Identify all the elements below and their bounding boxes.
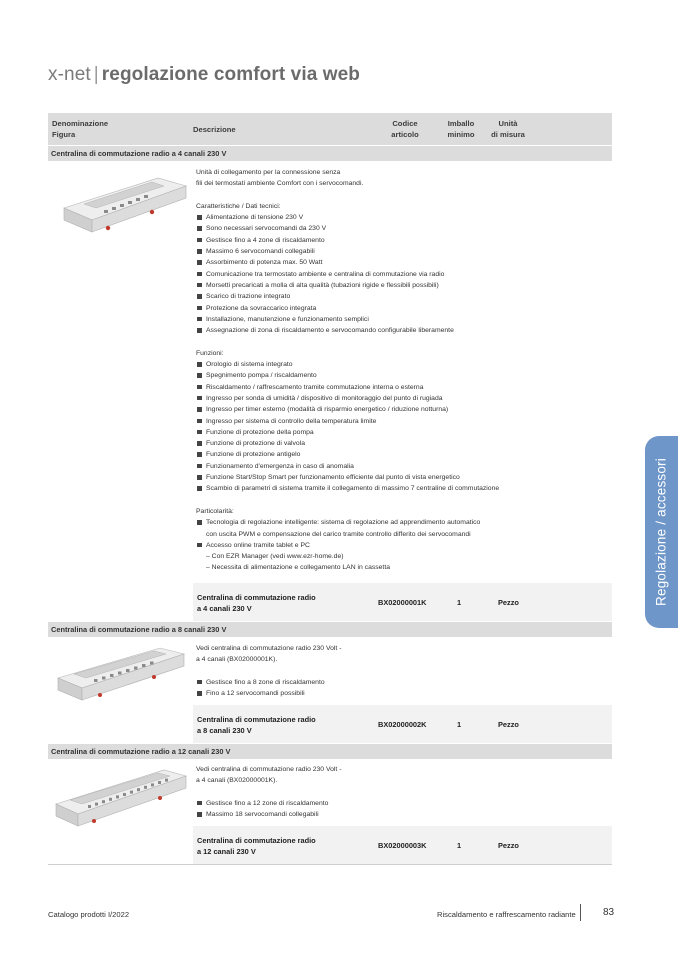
header-col-code: Codice articolo xyxy=(391,119,419,139)
list-item: Ingresso per sistema di controllo della temperatura limite xyxy=(196,416,499,427)
product-description: Vedi centralina di commutazione radio 230 Volt - a 4 canali (BX02000001K). Gestisce fino a 8 zone di riscaldamento Fino a 12 servocomandi possibili xyxy=(196,643,341,699)
list-item: Morsetti precaricati a molla di alta qualità (tubazioni rigide e flessibili possibili) xyxy=(196,280,499,291)
minimum-pack: 1 xyxy=(457,720,462,729)
section-title: Centralina di commutazione radio a 12 canali 230 V xyxy=(48,744,612,759)
list-item: Tecnologia di regolazione intelligente: sistema di regolazione ad apprendimento automatico xyxy=(196,517,499,528)
list-item: Gestisce fino a 8 zone di riscaldamento xyxy=(196,677,341,688)
list-item: Scambio di parametri di sistema tramite il collegamento di massimo 7 centraline di commutazione xyxy=(196,483,499,494)
product-image xyxy=(60,170,190,240)
side-tab-label: Regolazione / accessori xyxy=(653,458,669,606)
list-item: Installazione, manutenzione e funzionamento semplici xyxy=(196,314,499,325)
unit-of-measure: Pezzo xyxy=(498,841,519,850)
header-col-pack: Imballo minimo xyxy=(447,119,475,139)
list-item: Riscaldamento / raffrescamento tramite commutazione interna o esterna xyxy=(196,382,499,393)
brand-name: x-net xyxy=(48,64,91,85)
product-name: Centralina di commutazione radio a 12 canali 230 V xyxy=(197,836,316,856)
header-col-unit: Unità di misura xyxy=(491,119,525,139)
list-item: Spegnimento pompa / riscaldamento xyxy=(196,370,499,381)
page-number: 83 xyxy=(603,907,615,918)
side-tab[interactable] xyxy=(645,436,678,628)
article-code: BX02000003K xyxy=(378,841,427,850)
list-item: Alimentazione di tensione 230 V xyxy=(196,212,499,223)
list-item: Gestisce fino a 4 zone di riscaldamento xyxy=(196,235,499,246)
list-item: Assegnazione di zona di riscaldamento e servocomando configurabile liberamente xyxy=(196,325,499,336)
product-image xyxy=(52,764,190,834)
unit-of-measure: Pezzo xyxy=(498,720,519,729)
list-item: Funzione Start/Stop Smart per funzionamento efficiente dal punto di vista energetico xyxy=(196,472,499,483)
section-title: Centralina di commutazione radio a 8 canali 230 V xyxy=(48,622,612,637)
unit-of-measure: Pezzo xyxy=(498,598,519,607)
list-item: Funzionamento d'emergenza in caso di anomalia xyxy=(196,461,499,472)
list-item: Massimo 6 servocomandi collegabili xyxy=(196,246,499,257)
list-item: Fino a 12 servocomandi possibili xyxy=(196,688,341,699)
list-item: Funzione di protezione di valvola xyxy=(196,438,499,449)
list-item: Funzione di protezione della pompa xyxy=(196,427,499,438)
list-item: Orologio di sistema integrato xyxy=(196,359,499,370)
article-code: BX02000002K xyxy=(378,720,427,729)
product-row xyxy=(193,826,612,864)
product-row xyxy=(193,705,612,743)
footer-section: Riscaldamento e raffrescamento radiante xyxy=(437,910,576,919)
list-item: Scarico di trazione integrato xyxy=(196,291,499,302)
list-item: Ingresso per sonda di umidità / dispositivo di monitoraggio del punto di rugiada xyxy=(196,393,499,404)
product-name: Centralina di commutazione radio a 4 canali 230 V xyxy=(197,593,316,613)
product-row xyxy=(193,583,612,621)
product-description: Unità di collegamento per la connessione senza fili dei termostati ambiente Comfort con i servocomandi. Caratteristiche / Dati tecnici: Alimentazione di tensione 230 V Sono necessari servocomandi da 230 V Gestisce fino a 4 zone di riscaldamento Massimo 6 servocomandi collegabili Assorbimento di potenza max. 50 Watt Comunicazione tra termostato ambiente e centralina di commutazione via radio Morsetti precaricati a molla di alta qualità (tubazioni rigide e flessibili possibili) Scarico di trazione integrato Protezione da sovraccarico integrata Installazione, manutenzione e funzionamento semplici Assegnazione di zona di riscaldamento e servocomando configurabile liberamente Funzioni: Orologio di sistema integrato Spegnimento pompa / riscaldamento Riscaldamento / raffrescamento tramite commutazione interna o esterna Ingresso per sonda di umidità / dispositivo di monitoraggio del punto di rugiada Ingresso per timer esterno (modalità di risparmio energetico / riduzione notturna) Ingresso per sistema di controllo della temperatura limite Funzione di protezione della pompa Funzione di protezione di valvola Funzione di protezione antigelo Funzionamento d'emergenza in caso di anomalia Funzione Start/Stop Smart per funzionamento efficiente dal punto di vista energetico Scambio di parametri di sistema tramite il collegamento di massimo 7 centraline di commutazione Particolarità: Tecnologia di regolazione intelligente: sistema di regolazione ad apprendimento automatico con uscita PWM e compensazione del carico tramite controllo differito dei servocomandi Accesso online tramite tablet e PC – Con EZR Manager (vedi www.ezr-home.de) – Necessita di alimentazione e collegamento LAN in cassetta xyxy=(196,169,500,572)
title-separator: | xyxy=(93,64,99,85)
article-code: BX02000001K xyxy=(378,598,427,607)
product-description: Vedi centralina di commutazione radio 230 Volt - a 4 canali (BX02000001K). Gestisce fino a 12 zone di riscaldamento Massimo 18 servocomandi collegabili xyxy=(196,764,341,820)
minimum-pack: 1 xyxy=(457,598,462,607)
header-col-name: Denominazione Figura xyxy=(52,119,109,139)
minimum-pack: 1 xyxy=(457,841,462,850)
header-col-description: Descrizione xyxy=(193,125,236,134)
list-item: Protezione da sovraccarico integrata xyxy=(196,303,499,314)
title-main: regolazione comfort via web xyxy=(101,64,360,85)
list-item: Massimo 18 servocomandi collegabili xyxy=(196,809,341,820)
product-image xyxy=(54,642,188,710)
list-item: Ingresso per timer esterno (modalità di risparmio energetico / riduzione notturna) xyxy=(196,404,499,415)
list-item: Funzione di protezione antigelo xyxy=(196,449,499,460)
list-item: Assorbimento di potenza max. 50 Watt xyxy=(196,257,499,268)
list-item: Sono necessari servocomandi da 230 V xyxy=(196,223,499,234)
page-title xyxy=(48,64,360,86)
table-header xyxy=(48,113,612,145)
footer-catalog: Catalogo prodotti I/2022 xyxy=(48,910,130,919)
table-bottom-divider xyxy=(48,864,612,865)
product-name: Centralina di commutazione radio a 8 canali 230 V xyxy=(197,715,316,735)
list-item: Accesso online tramite tablet e PC xyxy=(196,540,499,551)
section-title: Centralina di commutazione radio a 4 canali 230 V xyxy=(48,146,612,161)
footer-divider xyxy=(580,904,581,921)
list-item: Gestisce fino a 12 zone di riscaldamento xyxy=(196,798,341,809)
list-item: Comunicazione tra termostato ambiente e centralina di commutazione via radio xyxy=(196,269,499,280)
